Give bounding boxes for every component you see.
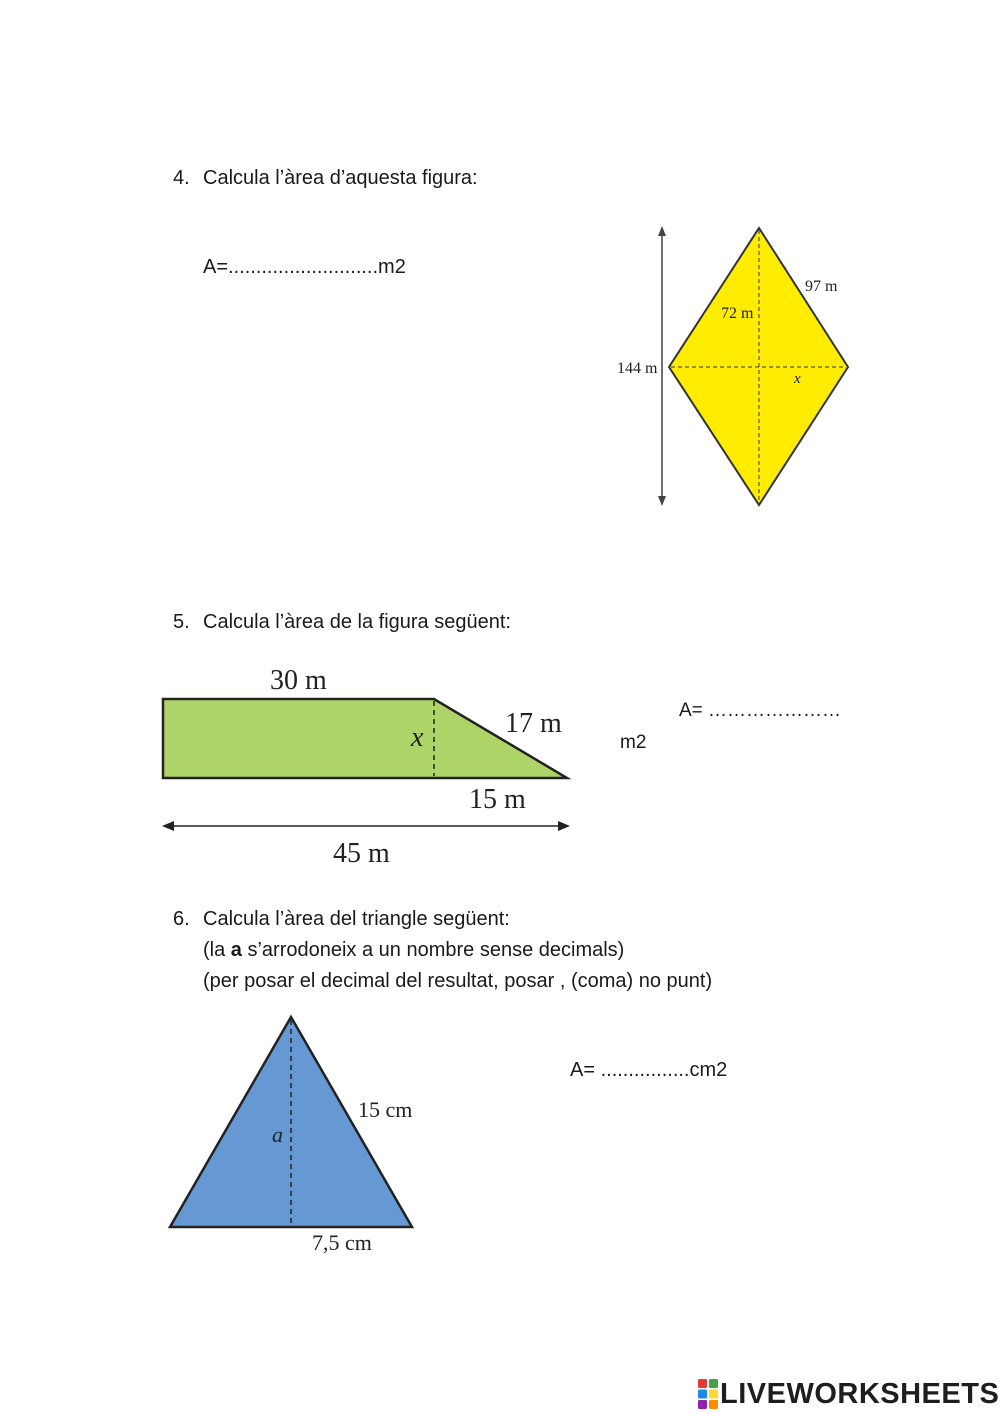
question-5-title bbox=[173, 610, 511, 634]
trapezoid-label-total: 45 m bbox=[333, 838, 390, 869]
rhombus-label-unknown: x bbox=[794, 371, 801, 387]
rhombus-height-arrow-top bbox=[658, 226, 666, 236]
question-6-note-rounding bbox=[203, 938, 624, 962]
trapezoid-label-slant: 17 m bbox=[505, 708, 562, 739]
question-6-number: 6. bbox=[173, 908, 190, 930]
question-4-text: Calcula l’àrea d’aquesta figura: bbox=[203, 167, 478, 189]
question-5-number: 5. bbox=[173, 611, 190, 633]
question-5-answer-unit: m2 bbox=[620, 732, 647, 753]
trapezoid-arrow-right bbox=[558, 821, 570, 831]
rhombus-label-side: 97 m bbox=[805, 278, 838, 295]
rhombus-height-arrow-bottom bbox=[658, 496, 666, 506]
trapezoid-figure bbox=[155, 660, 585, 875]
question-6-note1-suffix: s’arrodoneix a un nombre sense decimals) bbox=[241, 939, 625, 961]
trapezoid-arrow-left bbox=[162, 821, 174, 831]
triangle-label-half-base: 7,5 cm bbox=[312, 1230, 372, 1255]
question-5-answer-field[interactable]: A= ………………… bbox=[679, 700, 842, 721]
liveworksheets-logo-text: LIVEWORKSHEETS bbox=[720, 1377, 1000, 1410]
question-6-note-decimal: (per posar el decimal del resultat, posar , (coma) no punt) bbox=[203, 970, 713, 992]
question-6-note1-prefix: (la bbox=[203, 939, 231, 961]
trapezoid-label-bottom-right: 15 m bbox=[469, 784, 526, 815]
question-4-answer-field[interactable]: A=...........................m2 bbox=[203, 256, 406, 278]
rhombus-figure bbox=[610, 220, 860, 515]
trapezoid-label-height: x bbox=[411, 722, 424, 753]
rhombus-label-half-diagonal: 72 m bbox=[721, 305, 754, 322]
question-4-number: 4. bbox=[173, 167, 190, 189]
question-6-title bbox=[173, 907, 510, 931]
question-6-answer-field[interactable]: A= ................cm2 bbox=[570, 1059, 728, 1081]
question-4-title bbox=[173, 166, 478, 190]
triangle-label-side: 15 cm bbox=[358, 1097, 413, 1122]
triangle-label-height: a bbox=[272, 1122, 283, 1147]
question-5-text: Calcula l’àrea de la figura següent: bbox=[203, 611, 511, 633]
triangle-figure bbox=[160, 1010, 440, 1260]
question-6-note1-bold: a bbox=[230, 939, 242, 961]
rhombus-label-height: 144 m bbox=[617, 360, 658, 377]
trapezoid-label-top: 30 m bbox=[270, 665, 327, 696]
question-6-text: Calcula l’àrea del triangle següent: bbox=[203, 908, 510, 930]
liveworksheets-logo-icon bbox=[698, 1379, 720, 1409]
liveworksheets-logo bbox=[698, 1378, 999, 1410]
